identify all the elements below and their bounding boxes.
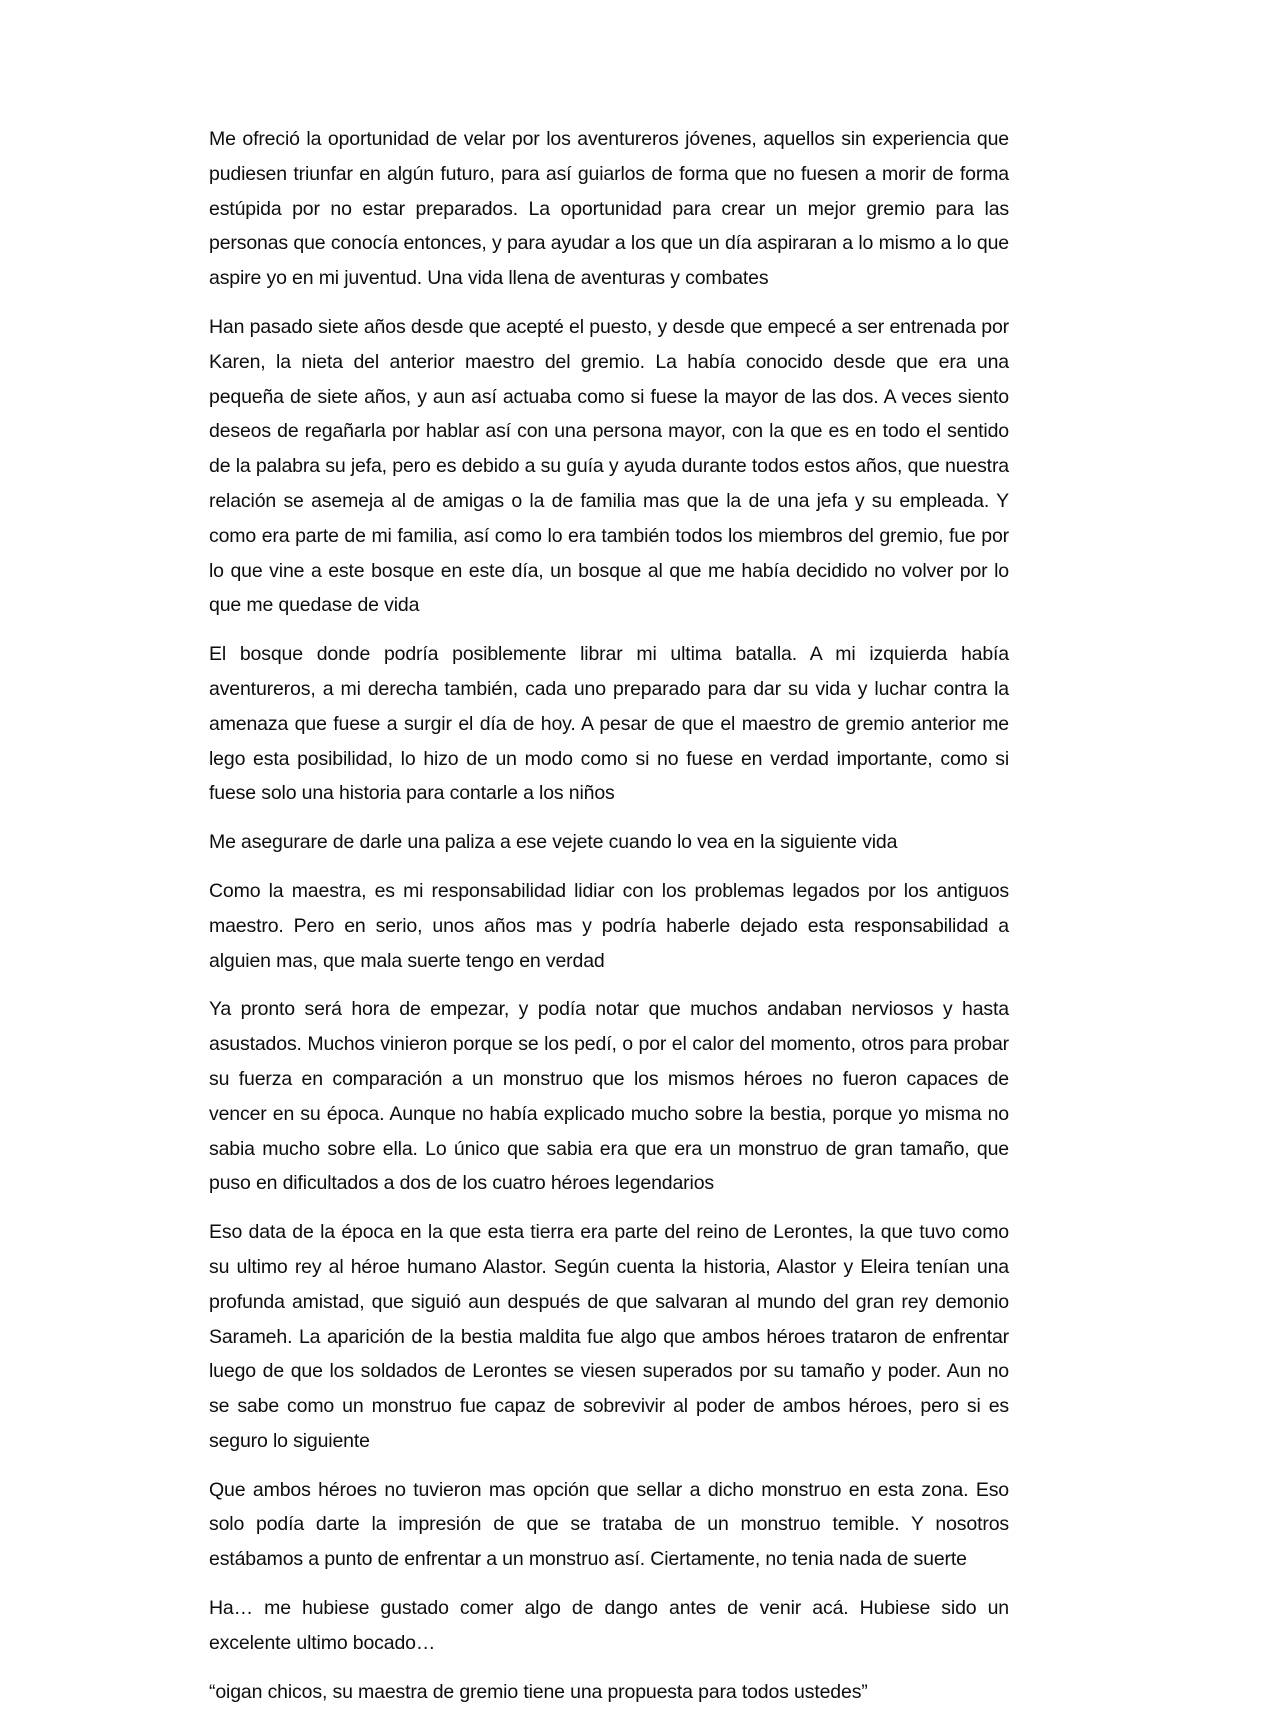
paragraph-8: Que ambos héroes no tuvieron mas opción que sellar a dicho monstruo en esta zona. Eso solo podía darte la impresión de que se trataba de un monstruo temible. Y nosotros estábamos a punto de enfrentar a un monstruo así. Ciertamente, no tenia nada de suerte [209,1478,1009,1571]
paragraph-10: “oigan chicos, su maestra de gremio tiene una propuesta para todos ustedes” [209,1680,868,1703]
paragraph-5: Como la maestra, es mi responsabilidad lidiar con los problemas legados por los antiguos maestro. Pero en serio, unos años mas y podría haberle dejado esta responsabilidad a alguien mas, que mala suerte tengo en verdad [209,879,1009,972]
paragraph-2: Han pasado siete años desde que acepté el puesto, y desde que empecé a ser entrenada por Karen, la nieta del anterior maestro del gremio. La había conocido desde que era una pequeña de siete años, y aun así actuaba como si fuese la mayor de las dos. A veces siento deseos de regañarla por hablar así con una persona mayor, con la que es en todo el sentido de la palabra su jefa, pero es debido a su guía y ayuda durante todos estos años, que nuestra relación se asemeja al de amigas o la de familia mas que la de una jefa y su empleada. Y como era parte de mi familia, así como lo era también todos los miembros del gremio, fue por lo que vine a este bosque en este día, un bosque al que me había decidido no volver por lo que me quedase de vida [209,315,1009,617]
paragraph-9: Ha… me hubiese gustado comer algo de dango antes de venir acá. Hubiese sido un excelente ultimo bocado… [209,1597,1009,1654]
paragraph-4: Me asegurare de darle una paliza a ese vejete cuando lo vea en la siguiente vida [209,831,898,854]
paragraph-1: Me ofreció la oportunidad de velar por los aventureros jóvenes, aquellos sin experiencia que pudiesen triunfar en algún futuro, para así guiarlos de forma que no fuesen a morir de forma estúpida por no estar preparados. La oportunidad para crear un mejor gremio para las personas que conocía entonces, y para ayudar a los que un día aspiraran a lo mismo a lo que aspire yo en mi juventud. Una vida llena de aventuras y combates [209,128,1009,290]
document-text-body [209,122,1009,1709]
paragraph-3: El bosque donde podría posiblemente librar mi ultima batalla. A mi izquierda había aventureros, a mi derecha también, cada uno preparado para dar su vida y luchar contra la amenaza que fuese a surgir el día de hoy. A pesar de que el maestro de gremio anterior me lego esta posibilidad, lo hizo de un modo como si no fuese en verdad importante, como si fuese solo una historia para contarle a los niños [209,643,1009,805]
paragraph-6: Ya pronto será hora de empezar, y podía notar que muchos andaban nerviosos y hasta asustados. Muchos vinieron porque se los pedí, o por el calor del momento, otros para probar su fuerza en comparación a un monstruo que los mismos héroes no fueron capaces de vencer en su época. Aunque no había explicado mucho sobre la bestia, porque yo misma no sabia mucho sobre ella. Lo único que sabia era que era un monstruo de gran tamaño, que puso en dificultados a dos de los cuatro héroes legendarios [209,998,1009,1195]
paragraph-7: Eso data de la época en la que esta tierra era parte del reino de Lerontes, la que tuvo como su ultimo rey al héroe humano Alastor. Según cuenta la historia, Alastor y Eleira tenían una profunda amistad, que siguió aun después de que salvaran al mundo del gran rey demonio Sarameh. La aparición de la bestia maldita fue algo que ambos héroes trataron de enfrentar luego de que los soldados de Lerontes se viesen superados por su tamaño y poder. Aun no se sabe como un monstruo fue capaz de sobrevivir al poder de ambos héroes, pero si es seguro lo siguiente [209,1221,1009,1452]
